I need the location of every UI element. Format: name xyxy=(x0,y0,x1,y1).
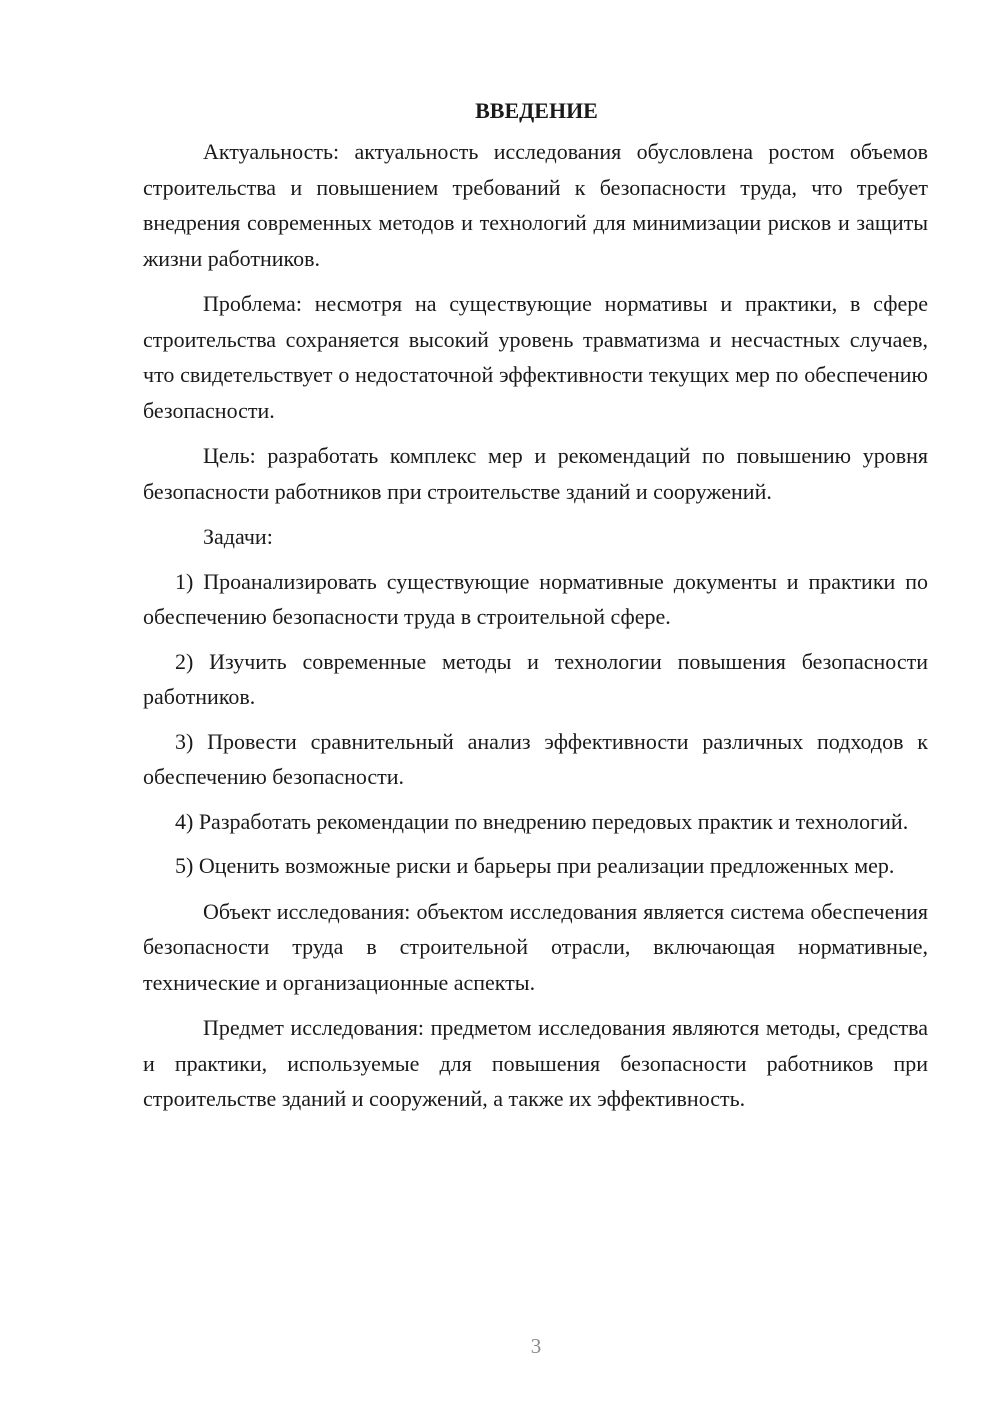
task-item-4: 4) Разработать рекомендации по внедрению передовых практик и технологий. xyxy=(175,808,909,834)
paragraph-problem: Проблема: несмотря на существующие нормативы и практики, в сфере строительства сохраняется высокий уровень травматизма и несчастных случаев, что свидетельствует о недостаточной эффективности текущих мер по обеспечению безопасности. xyxy=(143,291,928,423)
task-item-3: 3) Провести сравнительный анализ эффективности различных подходов к обеспечению безопасности. xyxy=(143,728,928,789)
page-title: ВВЕДЕНИЕ xyxy=(475,98,598,123)
page-number: 3 xyxy=(530,1334,542,1358)
page-content xyxy=(143,93,928,1117)
task-item-2: 2) Изучить современные методы и технологии повышения безопасности работников. xyxy=(143,648,928,709)
paragraph-subject: Предмет исследования: предметом исследования являются методы, средства и практики, используемые для повышения безопасности работников при строительстве зданий и сооружений, а также их эффективность. xyxy=(143,1015,928,1111)
paragraph-goal: Цель: разработать комплекс мер и рекомендаций по повышению уровня безопасности работников при строительстве зданий и сооружений. xyxy=(143,443,928,504)
task-item-5: 5) Оценить возможные риски и барьеры при реализации предложенных мер. xyxy=(175,853,895,878)
paragraph-object: Объект исследования: объектом исследования является система обеспечения безопасности труда в строительной отрасли, включающая нормативные, технические и организационные аспекты. xyxy=(143,898,928,995)
task-item-1: 1) Проанализировать существующие нормативные документы и практики по обеспечению безопасности труда в строительной сфере. xyxy=(143,568,928,629)
paragraph-relevance: Актуальность: актуальность исследования обусловлена ростом объемов строительства и повышением требований к безопасности труда, что требует внедрения современных методов и технологий для минимизации рисков и защиты жизни работников. xyxy=(143,139,928,271)
tasks-heading: Задачи: xyxy=(203,524,273,549)
